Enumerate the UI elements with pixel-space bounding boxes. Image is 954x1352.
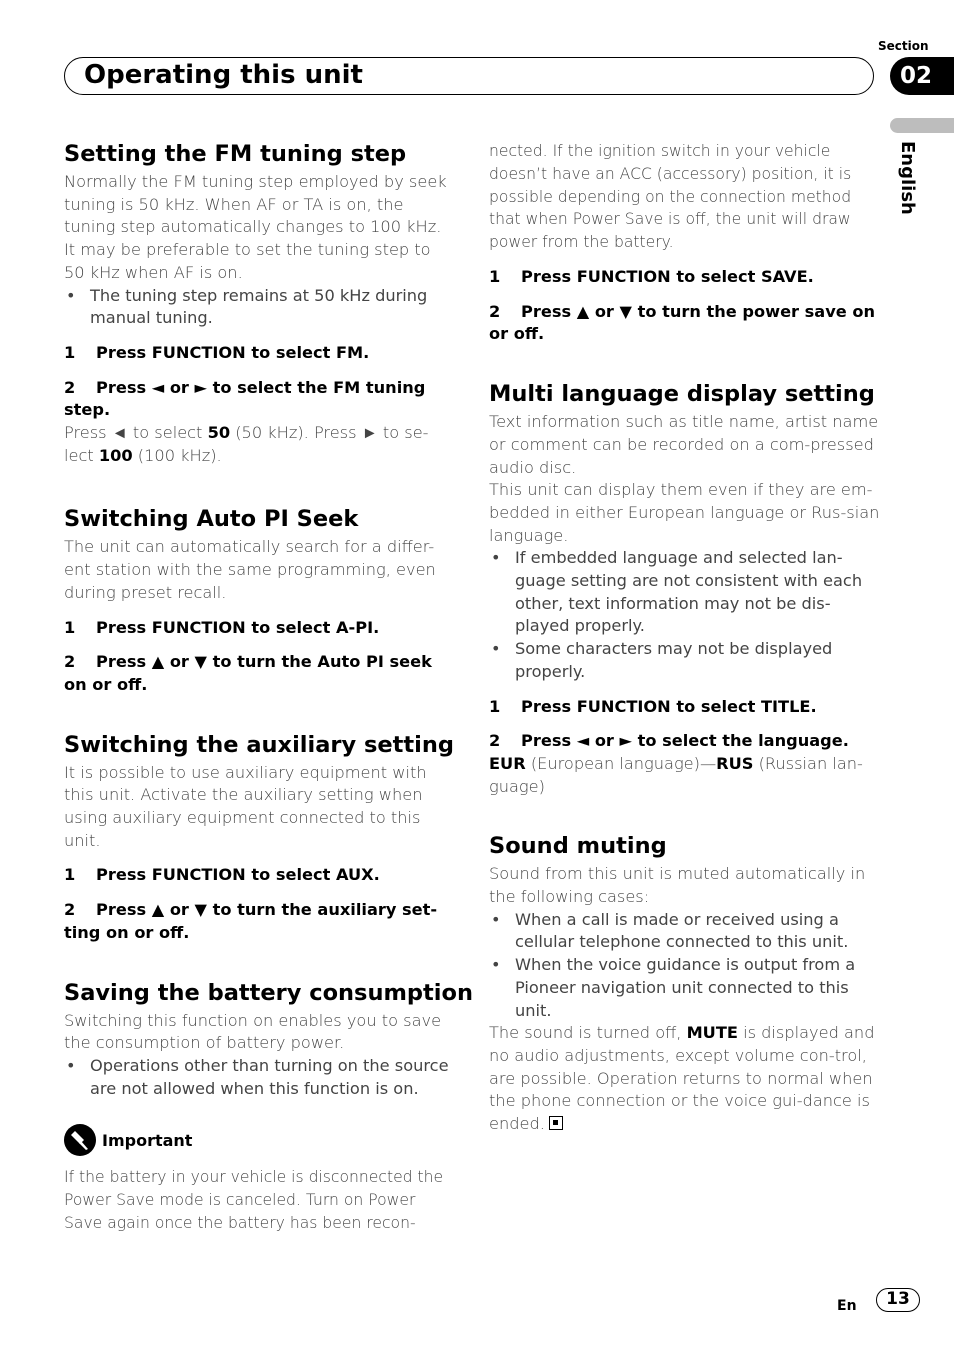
title-step-2: 2 Press ◄ or ► to select the language. [489,731,849,751]
auto-pi-step-2: 2 Press ▲ or ▼ to turn the Auto PI seek on or off. [64,652,432,694]
fm-tuning-section [64,140,456,467]
fm-tuning-bullets [64,285,456,330]
fm-tuning-bullet: • The tuning step remains at 50 kHz during manual tuning. [64,285,456,330]
end-of-section-icon [549,1116,563,1130]
sound-muting-section [489,832,881,1135]
battery-bullet: • Operations other than turning on the source are not allowed when this function is on. [64,1055,456,1100]
important-text: If the battery in your vehicle is disconnected the Power Save mode is canceled. Turn on Power Save again once the battery has been recon- [64,1168,444,1233]
fm-step-2: 2 Press ◄ or ► to select the FM tuning step. [64,377,426,420]
section-label: Section [878,39,929,53]
fm-step-1: 1 Press FUNCTION to select FM. [64,342,370,362]
language-tab-bar [890,118,954,133]
battery-continued-section [489,140,881,346]
right-column [489,140,881,1136]
save-step-1: 1 Press FUNCTION to select SAVE. [489,266,814,286]
important-pen-icon [64,1124,96,1156]
battery-body: Switching this function on enables you to save the consumption of battery power. [64,1010,442,1053]
sound-muting-bullet-2: • When the voice guidance is output from a Pioneer navigation unit connected to this unit. [489,954,881,1022]
fm-step-2-detail: Press ◄ to select 50 (50 kHz). Press ► to se-lect 100 (100 kHz). [64,423,429,465]
battery-continued-text: nected. If the ignition switch in your vehicle doesn’t have an ACC (accessory) position, it is possible depending on the connection method that when Power Save is off, the unit will draw power from the battery. [489,142,852,252]
multi-language-section [489,380,881,798]
battery-heading: Saving the battery consumption [64,979,473,1006]
auto-pi-body: The unit can automatically search for a differ-ent station with the same programming, even during preset recall. [64,537,436,602]
save-step-2: 2 Press ▲ or ▼ to turn the power save on or off. [489,301,876,344]
fm-tuning-heading: Setting the FM tuning step [64,141,407,167]
auto-pi-heading: Switching Auto PI Seek [64,506,359,533]
page-number: 13 [876,1288,920,1312]
language-tab-label: English [897,141,918,215]
title-step-2-detail: EUR (European language)—RUS (Russian lan-guage) [489,753,863,796]
sound-muting-body: Sound from this unit is muted automatically in the following cases: [489,864,866,907]
sound-muting-bullet-1: • When a call is made or received using a cellular telephone connected to this unit. [489,909,881,954]
sound-muting-heading: Sound muting [489,833,667,860]
auxiliary-heading: Switching the auxiliary setting [64,731,454,758]
fm-tuning-body: Normally the FM tuning step employed by seek tuning is 50 kHz. When AF or TA is on, the tuning step automatically changes to 100 kHz. It may be preferable to set the tuning step to 50 kHz when AF is on. [64,172,447,282]
auxiliary-step-2: 2 Press ▲ or ▼ to turn the auxiliary set-ting on or off. [64,900,438,942]
multi-language-bullet-2: • Some characters may not be displayed properly. [489,638,881,683]
footer-language: En [837,1298,857,1314]
auxiliary-section [64,731,456,945]
page-title: Operating this unit [84,60,363,90]
auto-pi-section [64,505,456,696]
multi-language-body-2: This unit can display them even if they are em-bedded in either European language or Rus-sian language. [489,480,880,545]
section-number-badge: 02 [890,57,954,95]
multi-language-body-1: Text information such as title name, artist name or comment can be recorded on a com-pressed audio disc. [489,412,879,477]
auxiliary-body: It is possible to use auxiliary equipment with this unit. Activate the auxiliary setting when using auxiliary equipment connected to this unit. [64,762,427,850]
important-label: Important [102,1130,193,1150]
left-column [64,140,473,1235]
auxiliary-step-1: 1 Press FUNCTION to select AUX. [64,865,380,885]
battery-section [64,979,473,1236]
sound-muting-end: The sound is turned off, MUTE is displayed and no audio adjustments, except volume con-trol, are possible. Operation returns to normal when the phone connection or the voice gui-dance is ended. [489,1023,875,1134]
important-header [64,1124,456,1156]
multi-language-bullets [489,547,881,683]
auto-pi-step-1: 1 Press FUNCTION to select A-PI. [64,617,380,637]
title-step-1: 1 Press FUNCTION to select TITLE. [489,696,817,716]
multi-language-heading: Multi language display setting [489,381,875,408]
multi-language-bullet-1: • If embedded language and selected lan-guage setting are not consistent with each other, text information may not be dis-played properly. [489,547,881,638]
sound-muting-bullets [489,909,881,1023]
battery-bullets [64,1055,456,1100]
